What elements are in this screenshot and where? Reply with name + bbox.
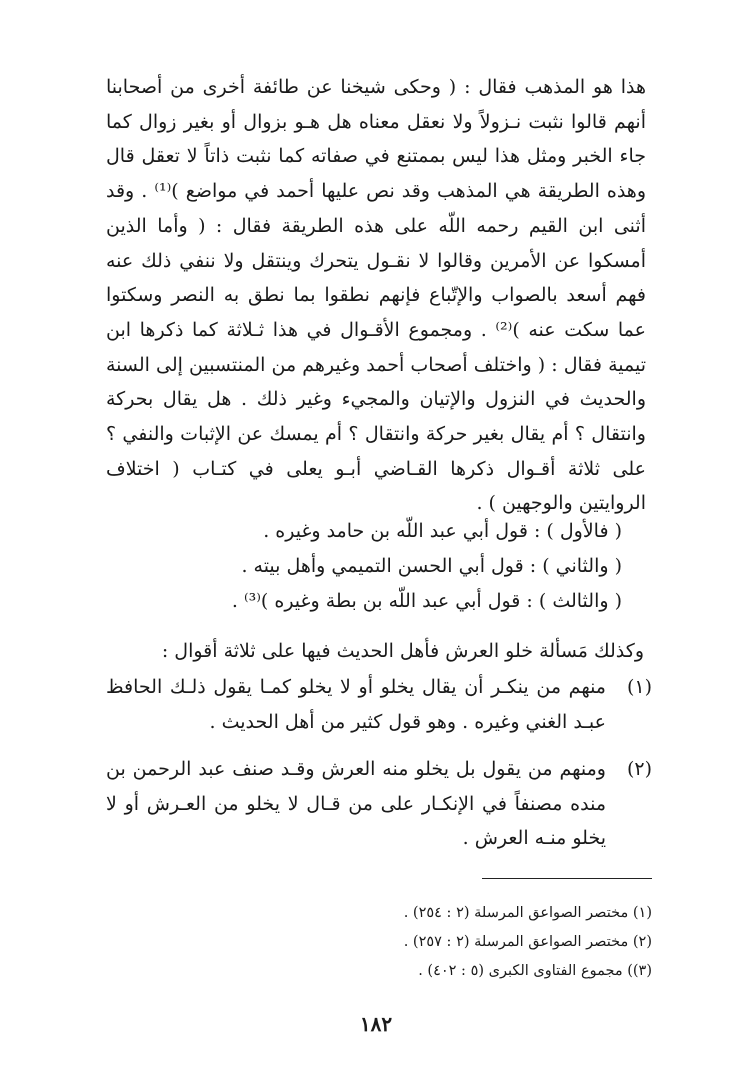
page-number: ١٨٢	[359, 1012, 393, 1036]
main-paragraph: هذا هو المذهب فقال : ( وحكى شيخنا عن طائفة أخرى من أصحابنا أنهم قالوا نثبت نـزولاً ولا نعقل معناه هل هـو بزوال أو بغير زوال كما جاء الخبر ومثل هذا ليس بممتنع في صفاته كما نثبت ذاتاً لا تعقل قال وهذه الطريقة هي المذهب وقد نص عليها أحمد في مواضع )⁽¹⁾ . وقد أثنى ابن القيم رحمه اللّه على هذه الطريقة فقال : ( وأما الذين أمسكوا عن الأمرين وقالوا لا نقـول يتحرك وينتقل ولا ننفي ذلك عنه فهم أسعد بالصواب والإتّباع فإنهم نطقوا بما نطق به النصر وسكتوا عما سكت عنه )⁽²⁾ . ومجموع الأقـوال في هذا ثـلاثة كما ذكرها ابن تيمية فقال : ( واختلف أصحاب أحمد وغيرهم من المنتسبين إلى السنة والحديث في النزول والإتيان والمجيء وغير ذلك . هل يقال بحركة وانتقال ؟ أم يقال بغير حركة وانتقال ؟ أم يمسك عن الإثبات والنفي ؟ على ثلاثة أقـوال ذكرها القـاضي أبـو يعلى في كتـاب ( اختلاف الروايتين والوجهين ) .	[106, 76, 646, 515]
item-number: (١)	[626, 676, 652, 698]
footnote-divider	[482, 878, 652, 879]
view-third: ( والثالث ) : قول أبي عبد اللّه بن بطة وغيره )⁽³⁾ .	[231, 590, 622, 612]
numbered-item	[106, 752, 652, 856]
view-first: ( فالأول ) : قول أبي عبد اللّه بن حامد وغيره .	[263, 520, 622, 542]
item-text: منهم من ينكـر أن يقال يخلو أو لا يخلو كمـا يقول ذلـك الحافظ عبـد الغني وغيره . وهو قول كثير من أهل الحديث .	[106, 676, 606, 733]
item-text: ومنهم من يقول بل يخلو منه العرش وقـد صنف عبد الرحمن بن منده مصنفاً في الإنكـار على من قـال لا يخلو من العـرش أو لا يخلو منـه العرش .	[106, 758, 606, 849]
numbered-item	[106, 670, 652, 739]
footnote: (٣)) مجموع الفتاوى الكبرى (٥ : ٤٠٢) .	[418, 963, 652, 979]
footnote: (١) مختصر الصواعق المرسلة (٢ : ٢٥٤) .	[403, 905, 652, 921]
footnote: (٢) مختصر الصواعق المرسلة (٢ : ٢٥٧) .	[403, 934, 652, 950]
views-list	[106, 514, 622, 619]
intro-line: وكذلك مَسألة خلو العرش فأهل الحديث فيها على ثلاثة أقوال :	[161, 640, 644, 662]
view-second: ( والثاني ) : قول أبي الحسن التميمي وأهل بيته .	[241, 555, 622, 577]
item-number: (٢)	[626, 758, 652, 780]
